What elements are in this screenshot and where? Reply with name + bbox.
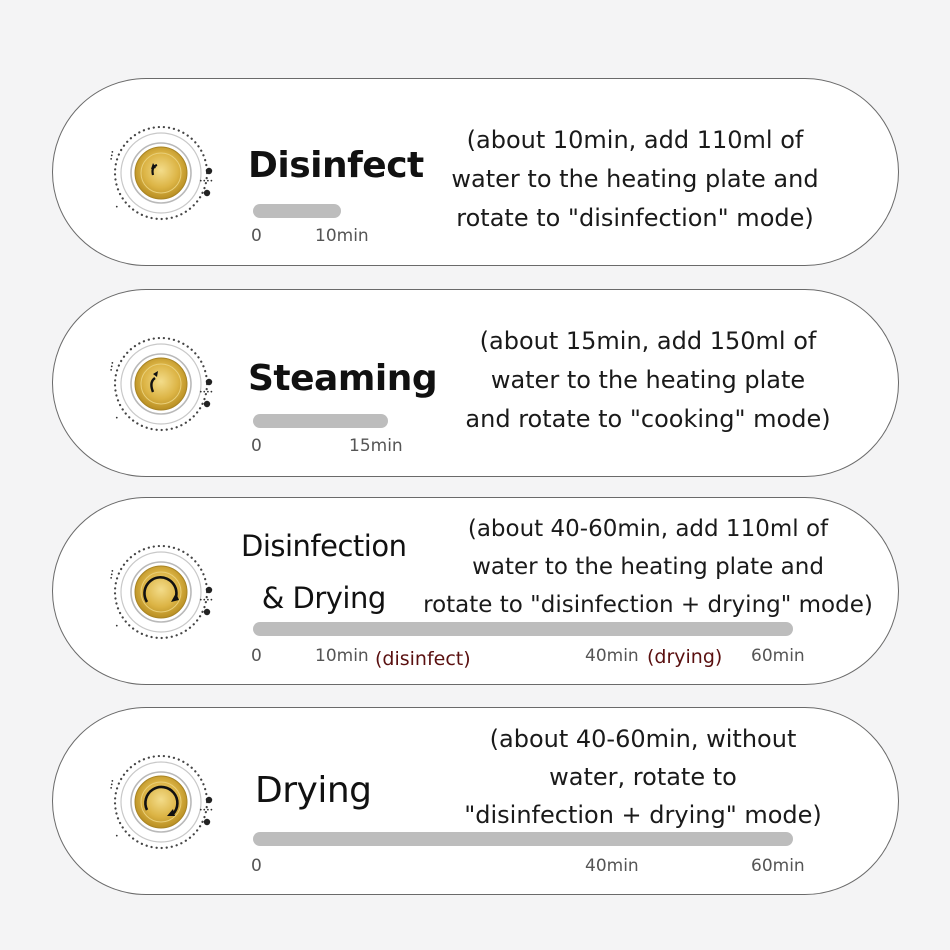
phase-label-disinfect: (disinfect)	[375, 648, 471, 670]
dial-icon-disinfect	[101, 117, 231, 229]
mode-title: Drying	[255, 770, 372, 811]
timeline-tick: 10min	[315, 646, 369, 666]
mode-card-disinfection-drying	[52, 497, 899, 685]
dial-icon-drying	[101, 746, 231, 858]
timeline-bar	[253, 204, 341, 218]
dial-icon-disinfection-drying	[101, 536, 231, 648]
timeline-end: 10min	[315, 226, 369, 246]
dial-icon-steaming	[101, 328, 231, 440]
timeline-start: 0	[251, 226, 262, 246]
mode-title: Disinfection & Drying	[241, 529, 407, 615]
mode-description: (about 40-60min, without water, rotate to "disinfection + drying" mode)	[464, 725, 822, 829]
timeline-tick: 0	[251, 856, 262, 876]
mode-title: Steaming	[248, 358, 438, 399]
mode-card-disinfect	[52, 78, 899, 266]
timeline-tick: 60min	[751, 856, 805, 876]
timeline-bar	[253, 832, 793, 846]
timeline-bar	[253, 414, 388, 428]
phase-label-drying: (drying)	[647, 646, 723, 668]
timeline-tick: 40min	[585, 646, 639, 666]
timeline-tick: 60min	[751, 646, 805, 666]
timeline-end: 15min	[349, 436, 403, 456]
timeline-start: 0	[251, 436, 262, 456]
timeline-tick: 0	[251, 646, 262, 666]
timeline-tick: 40min	[585, 856, 639, 876]
mode-card-drying	[52, 707, 899, 895]
timeline-bar	[253, 622, 793, 636]
mode-description: (about 15min, add 150ml of water to the heating plate and rotate to "cooking" mode)	[465, 327, 831, 433]
mode-description: (about 10min, add 110ml of water to the heating plate and rotate to "disinfection" mode)	[451, 126, 819, 232]
mode-title: Disinfect	[248, 145, 424, 186]
mode-card-steaming	[52, 289, 899, 477]
mode-description: (about 40-60min, add 110ml of water to the heating plate and rotate to "disinfection + drying" mode)	[423, 516, 873, 618]
